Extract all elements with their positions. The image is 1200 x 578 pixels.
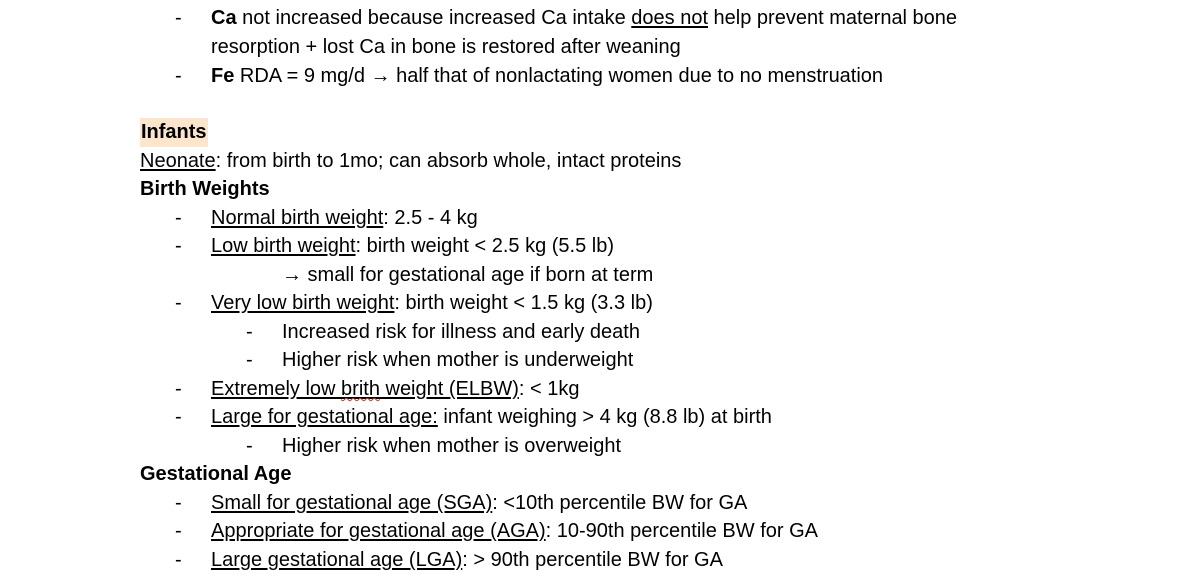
text-span: : birth weight < 2.5 kg (5.5 lb) [355,235,614,257]
bullet-dash: - [246,321,253,343]
bullet-dash: - [175,207,182,229]
underlined-term: Very low birth weight [211,292,395,314]
text-span: RDA = 9 mg/d → half that of nonlactating women due to no menstruation [234,65,884,87]
sub-list-item-text: Increased risk for illness and early death [282,321,640,343]
definition-text [140,147,681,176]
list-item-text: resorption + lost Ca in bone is restored after weaning [211,36,681,58]
list-item-text [211,4,957,33]
list-item-text [211,204,478,233]
underlined-text: does not [631,7,708,29]
text-span: infant weighing > 4 kg (8.8 lb) at birth [437,406,772,428]
text-span: not increased because increased Ca intake [236,7,632,29]
bullet-dash: - [175,65,182,87]
bullet-dash: - [175,549,182,571]
list-item-text [211,517,818,546]
misspelled-word[interactable]: brith [341,378,380,400]
note-text: → small for gestational age if born at term [282,264,654,286]
birth-weights-heading: Birth Weights [140,178,270,200]
underlined-term: Large gestational age (LGA) [211,549,463,571]
underlined-term: Normal birth weight [211,207,384,229]
text-span: : > 90th percentile BW for GA [462,549,723,571]
bullet-dash: - [175,7,182,29]
list-item-text [211,489,747,518]
list-item-text [211,546,723,575]
gestational-age-heading: Gestational Age [140,463,292,485]
underlined-term: Neonate [140,150,216,172]
text-span: : <10th percentile BW for GA [492,492,748,514]
list-item-text [211,403,772,432]
bullet-dash: - [175,235,182,257]
list-item-text [211,62,883,91]
sub-list-item-text: Higher risk when mother is overweight [282,435,622,457]
bullet-dash: - [246,349,253,371]
text-span: help prevent maternal bone [708,7,958,29]
underlined-term [211,378,519,400]
underlined-term: Low birth weight [211,235,356,257]
bullet-dash: - [175,520,182,542]
bullet-dash: - [175,492,182,514]
bullet-dash: - [175,378,182,400]
text-span: : 2.5 - 4 kg [383,207,478,229]
sub-list-item-text: Higher risk when mother is underweight [282,349,634,371]
bullet-dash: - [246,435,253,457]
text-span: : < 1kg [518,378,580,400]
text-span: : from birth to 1mo; can absorb whole, intact proteins [215,150,682,172]
text-span: Extremely low [211,378,342,400]
underlined-term: Large for gestational age: [211,406,438,428]
text-span: : birth weight < 1.5 kg (3.3 lb) [394,292,653,314]
bold-term: Fe [211,65,235,87]
list-item-text [211,375,579,404]
bullet-dash: - [175,406,182,428]
text-span: weight (ELBW) [379,378,519,400]
bold-term: Ca [211,7,237,29]
infants-heading: Infants [140,118,208,147]
list-item-text [211,289,653,318]
underlined-term: Small for gestational age (SGA) [211,492,493,514]
underlined-term: Appropriate for gestational age (AGA) [211,520,546,542]
list-item-text [211,232,614,261]
text-span: : 10-90th percentile BW for GA [545,520,818,542]
bullet-dash: - [175,292,182,314]
